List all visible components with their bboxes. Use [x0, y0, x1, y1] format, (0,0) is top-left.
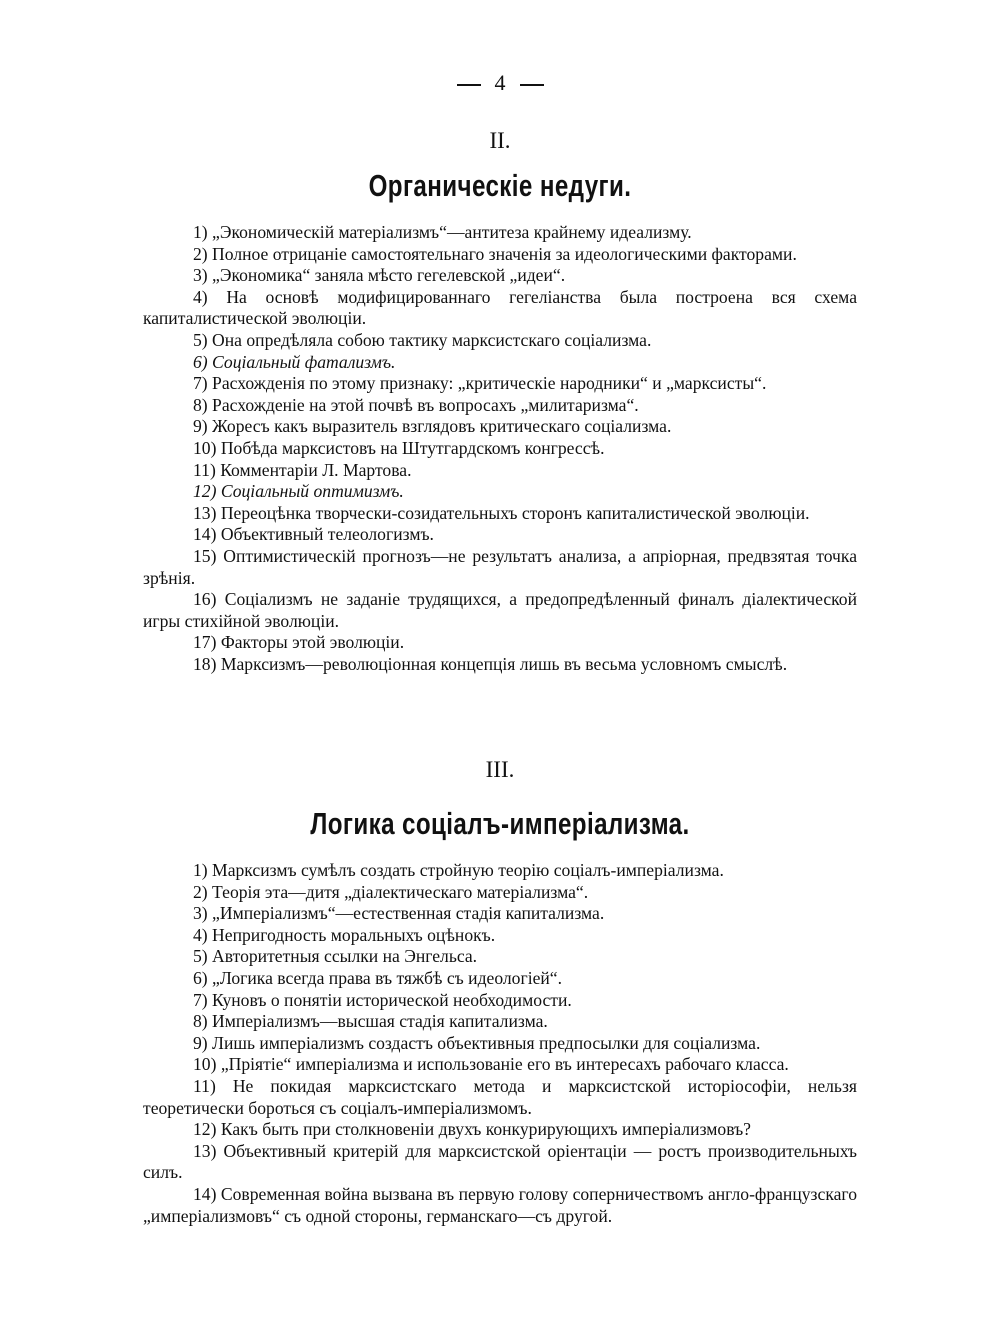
list-item-text: 9) Жоресъ какъ выразитель взглядовъ критическаго соціализма. — [193, 416, 672, 437]
list-item-text: 10) Побѣда марксистовъ на Штутгардскомъ конгрессѣ. — [193, 437, 605, 458]
list-item — [143, 524, 857, 546]
list-item — [143, 654, 857, 676]
list-item — [143, 968, 857, 990]
list-item — [143, 352, 857, 374]
list-item-text: 12) Соціальный оптимизмъ. — [193, 481, 404, 502]
list-item — [143, 1011, 857, 1033]
list-item-text: 2) Теорія эта—дитя „діалектическаго матеріализма“. — [193, 881, 589, 902]
list-item-text: 5) Авторитетныя ссылки на Энгельса. — [193, 946, 478, 967]
section-2-list — [143, 222, 857, 675]
list-item-text: 18) Марксизмъ—революціонная концепція лишь въ весьма условномъ смыслѣ. — [193, 653, 788, 674]
list-item — [143, 860, 857, 882]
list-item-text: 15) Оптимистическій прогнозъ—не результатъ анализа, а апріорная, предвзятая точка зрѣнія. — [143, 545, 857, 588]
list-item-text: 4) На основѣ модифицированнаго гегеліанства была построена вся схема капиталистической эволюціи. — [143, 286, 857, 329]
section-3-title: Логика соціалъ-имперіализма. — [310, 806, 690, 841]
list-item — [143, 395, 857, 417]
section-3-number: III. — [485, 757, 515, 782]
list-item — [143, 373, 857, 395]
list-item — [143, 882, 857, 904]
list-item-text: 12) Какъ быть при столкновеніи двухъ конкурирующихъ имперіализмовъ? — [193, 1119, 751, 1140]
list-item-text: 13) Объективный критерій для марксистской оріентаціи — ростъ производительныхъ силъ. — [143, 1140, 857, 1183]
list-item — [143, 438, 857, 460]
list-item-text: 10) „Пріятіе“ имперіализма и использованіе его въ интересахъ рабочаго класса. — [193, 1054, 789, 1075]
list-item-text: 1) Марксизмъ сумѣлъ создать стройную теорію соціалъ-имперіализма. — [193, 860, 724, 880]
page-number — [0, 70, 1000, 96]
section-2-number: II. — [489, 128, 511, 153]
list-item-text: 14) Объективный телеологизмъ. — [193, 524, 434, 545]
list-item — [143, 416, 857, 438]
list-item — [143, 632, 857, 654]
list-item-text: 5) Она опредѣляла собою тактику марксистскаго соціализма. — [193, 329, 652, 350]
list-item — [143, 1141, 857, 1184]
list-item-text: 7) Расхожденія по этому признаку: „критическіе народники“ и „марксисты“. — [193, 373, 767, 394]
list-item — [143, 503, 857, 525]
list-item — [143, 589, 857, 632]
list-item-text: 9) Лишь имперіализмъ создастъ объективныя предпосылки для соціализма. — [193, 1032, 761, 1053]
list-item-text: 11) Не покидая марксистскаго метода и марксистской исторіософіи, нельзя теоретически бороться съ соціалъ-имперіализмомъ. — [143, 1075, 857, 1118]
list-item-text: 14) Современная война вызвана въ первую голову соперничествомъ англо-французскаго „имперіализмовъ“ съ одной стороны, германскаго—съ другой. — [143, 1183, 857, 1226]
list-item-text: 11) Комментаріи Л. Мартова. — [193, 459, 412, 480]
dash-left — [457, 84, 481, 86]
list-item — [143, 244, 857, 266]
list-item-text: 3) „Имперіализмъ“—естественная стадія капитализма. — [193, 903, 605, 924]
list-item — [143, 287, 857, 330]
list-item — [143, 903, 857, 925]
list-item-text: 16) Соціализмъ не заданіе трудящихся, а предопредѣленный финалъ діалектической игры стихійной эволюціи. — [143, 589, 857, 631]
list-item-text: 17) Факторы этой эволюціи. — [193, 632, 405, 653]
list-item — [143, 330, 857, 352]
section-2-title: Органическіе недуги. — [368, 168, 632, 203]
list-item-text: 8) Расхожденіе на этой почвѣ въ вопросахъ „милитаризма“. — [193, 394, 639, 415]
list-item — [143, 546, 857, 589]
list-item-text: 6) Соціальный фатализмъ. — [193, 351, 396, 372]
list-item — [143, 481, 857, 503]
list-item — [143, 460, 857, 482]
list-item-text: 4) Непригодность моральныхъ оцѣнокъ. — [193, 924, 496, 945]
list-item-text: 8) Имперіализмъ—высшая стадія капитализма. — [193, 1011, 548, 1032]
list-item — [143, 265, 857, 287]
list-item-text: 6) „Логика всегда права въ тяжбѣ съ идеологіей“. — [193, 967, 563, 988]
dash-right — [520, 84, 544, 86]
list-item — [143, 1184, 857, 1227]
list-item-text: 1) „Экономическій матеріализмъ“—антитеза крайнему идеализму. — [193, 222, 692, 242]
list-item — [143, 990, 857, 1012]
list-item-text: 3) „Экономика“ заняла мѣсто гегелевской „идеи“. — [193, 265, 566, 286]
list-item — [143, 1119, 857, 1141]
list-item — [143, 1054, 857, 1076]
list-item — [143, 1033, 857, 1055]
list-item — [143, 925, 857, 947]
list-item — [143, 222, 857, 244]
list-item — [143, 1076, 857, 1119]
list-item-text: 7) Куновъ о понятіи исторической необходимости. — [193, 989, 572, 1010]
list-item-text: 13) Переоцѣнка творчески-созидательныхъ сторонъ капиталистической эволюціи. — [193, 502, 810, 523]
section-3-list — [143, 860, 857, 1227]
list-item — [143, 946, 857, 968]
list-item-text: 2) Полное отрицаніе самостоятельнаго значенія за идеологическими факторами. — [193, 243, 797, 264]
page-number-text: 4 — [494, 70, 506, 95]
